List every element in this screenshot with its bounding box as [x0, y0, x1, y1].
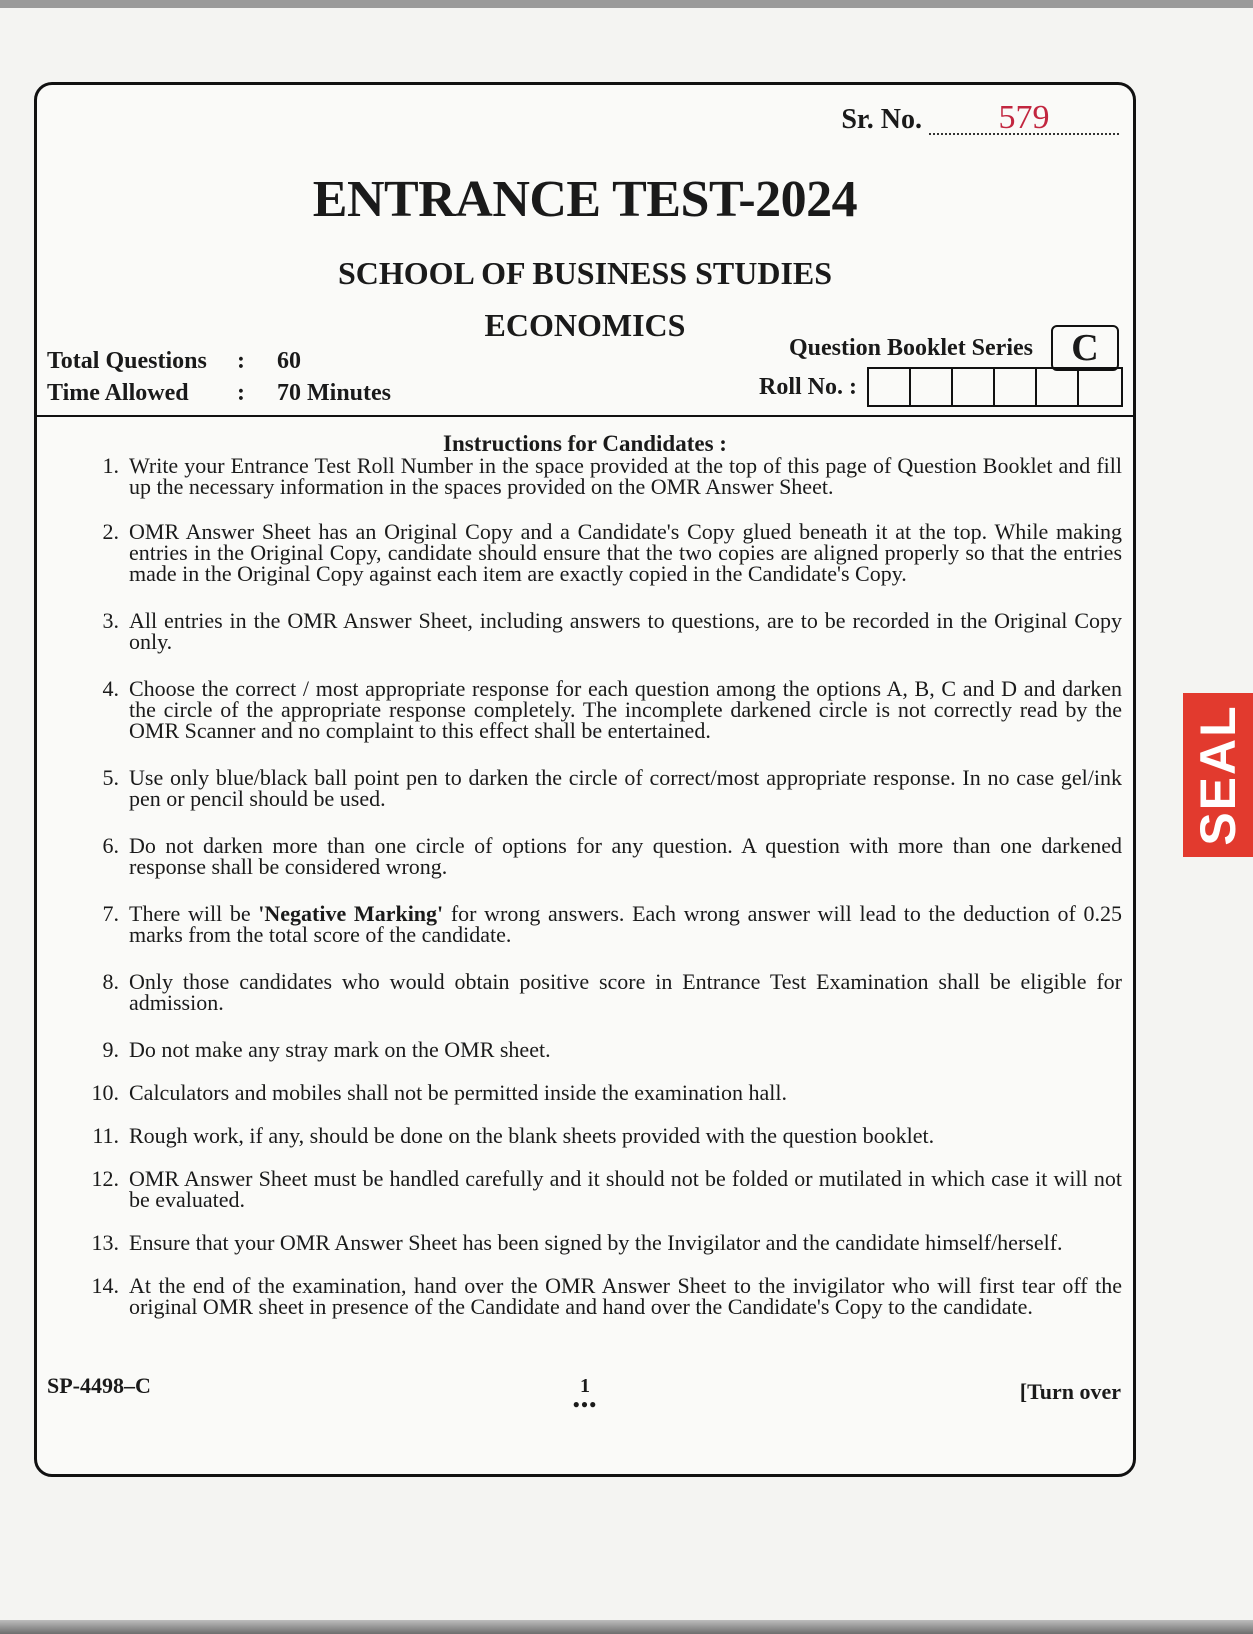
booklet-series: [789, 325, 1119, 371]
instruction-text: [129, 903, 1122, 945]
instruction-number: 8.: [102, 969, 119, 994]
instruction-item: [77, 455, 1122, 497]
instruction-item: [77, 903, 1122, 945]
instructions-heading: Instructions for Candidates :: [443, 431, 727, 456]
instruction-number: 11.: [92, 1123, 119, 1148]
time-allowed-label: Time Allowed: [47, 379, 189, 406]
seal-tab: [1183, 693, 1253, 857]
instruction-item: [77, 1275, 1122, 1317]
instruction-number: 10.: [91, 1080, 119, 1105]
scan-bottom-edge: [0, 1620, 1253, 1634]
scan-top-edge: [0, 0, 1253, 8]
instruction-number: 6.: [102, 833, 119, 858]
instruction-text: At the end of the examination, hand over the OMR Answer Sheet to the invigilator who will first tear off the original OMR sheet in presence of the Candidate and hand over the Candidate's Copy to the candidate.: [129, 1273, 1122, 1319]
instruction-text: OMR Answer Sheet must be handled carefully and it should not be folded or mutilated in which case it will not be evaluated.: [129, 1166, 1122, 1212]
roll-number-box[interactable]: [1037, 369, 1079, 405]
instruction-item: [77, 610, 1122, 652]
instruction-number: 2.: [102, 519, 119, 544]
instruction-text: Rough work, if any, should be done on the blank sheets provided with the question booklet.: [129, 1123, 935, 1148]
instruction-text-part: for wrong answers. Each wrong answer will lead to the deduction of 0.25 marks from the total score of the candidate.: [129, 901, 1123, 947]
roll-number-boxes[interactable]: [867, 367, 1123, 407]
time-allowed-value: 70 Minutes: [277, 379, 391, 406]
instruction-text: OMR Answer Sheet has an Original Copy and a Candidate's Copy glued beneath it at the top. While making entries in the Original Copy, candidate should ensure that the two copies are aligned properly so that the entries made in the Original Copy against each item are exactly copied in the Candidate's Copy.: [129, 519, 1122, 586]
total-questions-label: Total Questions: [47, 347, 207, 374]
serial-number-value: 579: [929, 103, 1119, 135]
question-booklet-cover: [34, 82, 1136, 1477]
instruction-number: 3.: [102, 608, 119, 633]
exam-info: [47, 345, 391, 409]
instruction-item: [77, 1125, 1122, 1146]
serial-number: [841, 99, 1119, 136]
colon: :: [237, 347, 245, 374]
instruction-text: Use only blue/black ball point pen to darken the circle of correct/most appropriate response. In no case gel/ink pen or pencil should be used.: [129, 765, 1122, 811]
roll-number-box[interactable]: [869, 369, 911, 405]
total-questions-row: [47, 345, 391, 377]
instruction-item: [77, 1039, 1122, 1060]
total-questions-value: 60: [277, 347, 301, 374]
instruction-number: 14.: [91, 1273, 119, 1298]
instruction-text: Ensure that your OMR Answer Sheet has been signed by the Invigilator and the candidate himself/herself.: [129, 1230, 1063, 1255]
page-title: ENTRANCE TEST-2024: [312, 171, 858, 228]
page-dots: ●●●: [572, 1397, 598, 1411]
instruction-text: Do not make any stray mark on the OMR sheet.: [129, 1037, 551, 1062]
roll-number-label: Roll No. :: [759, 373, 857, 400]
instruction-number: 5.: [102, 765, 119, 790]
roll-number: [759, 367, 1123, 407]
instruction-item: [77, 1168, 1122, 1210]
roll-number-box[interactable]: [911, 369, 953, 405]
divider: [37, 415, 1133, 417]
time-allowed-row: [47, 377, 391, 409]
school-name: SCHOOL OF BUSINESS STUDIES: [337, 255, 833, 291]
instruction-text: Only those candidates who would obtain positive score in Entrance Test Examination shall be eligible for admission.: [129, 969, 1122, 1015]
instruction-text: Do not darken more than one circle of options for any question. A question with more than one darkened response shall be considered wrong.: [129, 833, 1122, 879]
instruction-text: Choose the correct / most appropriate response for each question among the options A, B, C and D and darken the circle of the appropriate response completely. The incomplete darkened circle is not correctly read by the OMR Scanner and no complaint to this effect shall be entertained.: [129, 676, 1122, 743]
instructions-list: [77, 455, 1122, 1317]
instruction-number: 7.: [102, 901, 119, 926]
instruction-number: 12.: [91, 1166, 119, 1191]
booklet-series-label: Question Booklet Series: [789, 334, 1033, 361]
instruction-item: [77, 767, 1122, 809]
instruction-item: [77, 521, 1122, 584]
instruction-item: [77, 678, 1122, 741]
instruction-text: Calculators and mobiles shall not be permitted inside the examination hall.: [129, 1080, 788, 1105]
serial-number-label: Sr. No.: [841, 104, 922, 135]
instruction-item: [77, 1082, 1122, 1103]
subject-name: ECONOMICS: [484, 307, 686, 343]
roll-number-box[interactable]: [1079, 369, 1121, 405]
booklet-series-value: C: [1051, 325, 1119, 371]
instruction-number: 4.: [102, 676, 119, 701]
instruction-item: [77, 835, 1122, 877]
turn-over-note: [Turn over: [1019, 1379, 1121, 1404]
instruction-text-part: There will be: [129, 901, 259, 926]
roll-number-box[interactable]: [953, 369, 995, 405]
instruction-item: [77, 971, 1122, 1013]
instruction-text: All entries in the OMR Answer Sheet, including answers to questions, are to be recorded in the Original Copy only.: [129, 608, 1122, 654]
instruction-number: 13.: [91, 1230, 119, 1255]
instruction-item: [77, 1232, 1122, 1253]
negative-marking-emphasis: 'Negative Marking': [258, 901, 444, 926]
seal-label: SEAL: [1190, 704, 1246, 846]
page-number-value: 1: [580, 1375, 590, 1397]
booklet-code: SP-4498–C: [47, 1373, 151, 1398]
colon: :: [237, 379, 245, 406]
roll-number-box[interactable]: [995, 369, 1037, 405]
instruction-text: Write your Entrance Test Roll Number in the space provided at the top of this page of Question Booklet and fill up the necessary information in the spaces provided on the OMR Answer Sheet.: [129, 453, 1122, 499]
instruction-number: 1.: [102, 453, 119, 478]
page-number: [37, 1377, 1133, 1413]
instruction-number: 9.: [102, 1037, 119, 1062]
